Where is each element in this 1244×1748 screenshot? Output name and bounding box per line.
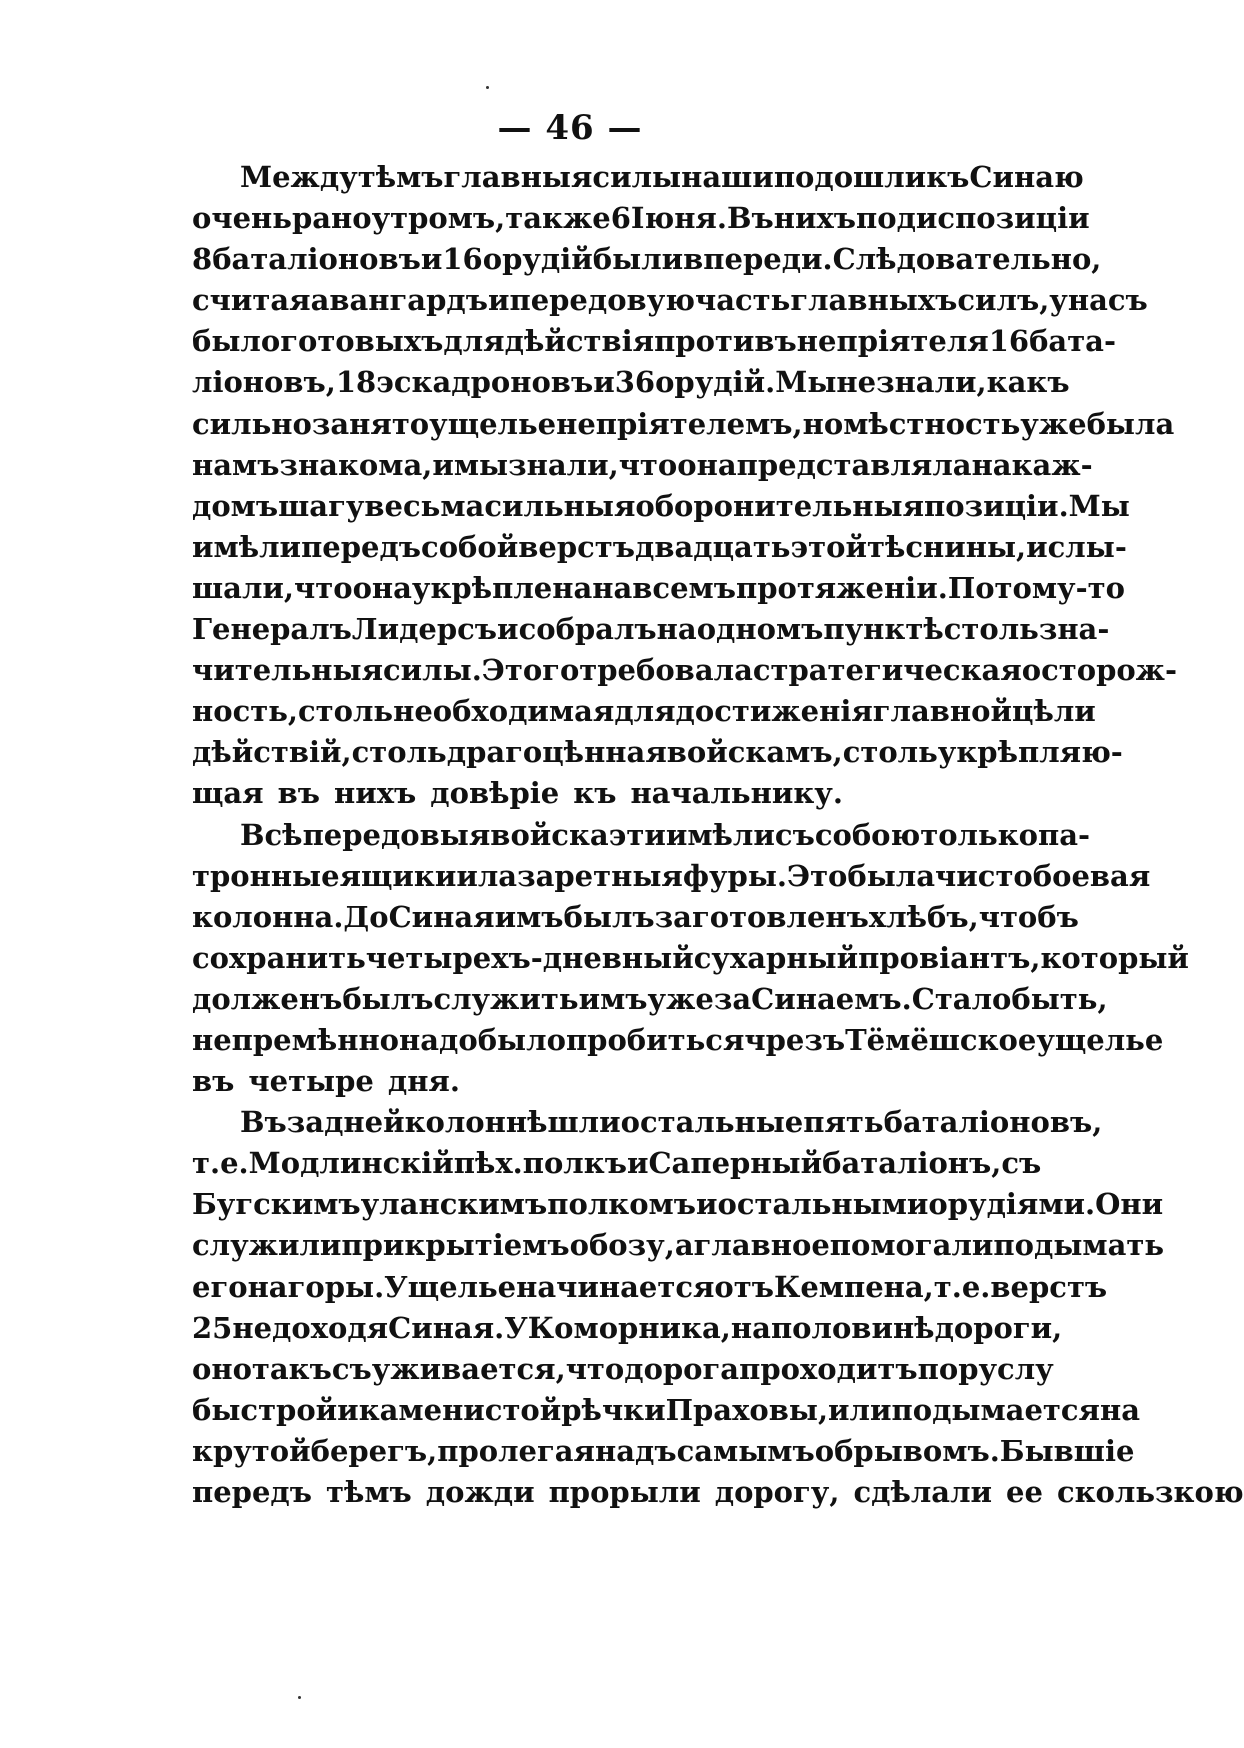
word: а [674,1228,694,1263]
word: было [192,324,281,359]
word: сдѣлали [853,1475,993,1509]
word: Синая [388,899,495,934]
word: диспозиціи [896,201,1090,236]
text-line [192,1228,1165,1269]
word: такъ [251,1351,332,1386]
word: главное [693,1228,830,1263]
word: хлѣбъ, [868,899,979,934]
word: 18 [335,365,377,400]
word: и [626,1146,649,1181]
word: какъ [986,365,1070,400]
word: по [856,201,897,236]
text-line [192,940,1189,982]
word: чисто [935,858,1033,893]
word: скользкою [1056,1475,1244,1509]
word: помогали [829,1228,994,1263]
word: подымать [993,1228,1165,1263]
text-line [192,1269,1108,1311]
word: или [828,1392,892,1427]
word: Синаемъ. [751,981,912,1016]
text-line [192,1310,1063,1352]
word: эти [608,817,666,852]
word: четыре [248,1064,374,1099]
word: не [232,1310,273,1345]
print-speck [298,1696,301,1699]
word: орудій [482,242,593,277]
word: Мы [775,365,837,400]
word: довѣріе [430,776,560,811]
word: занято [311,406,430,441]
word: осторож- [1021,653,1178,688]
word: оно [192,1351,252,1386]
word: пробиться [565,1022,745,1057]
word: задней [286,1105,405,1140]
word: полкомъ [547,1187,696,1222]
word: е. [961,1269,991,1304]
word: для [443,324,505,359]
word: знали, [876,365,987,400]
word: чрезъ [744,1022,846,1057]
word: Лидерсъ [351,612,498,647]
word: До [343,899,389,934]
word: самымъ [676,1433,815,1468]
word: Генералъ [192,612,352,647]
word: сильно [192,406,312,441]
text-line [192,488,1130,530]
word: намъ [192,447,280,482]
word: сухарный [693,940,859,975]
word: для [614,694,676,729]
word: Всѣ [240,817,303,852]
word: четырехъ-дневный [365,940,694,975]
word: шагу [278,488,365,523]
word: па- [1037,817,1091,852]
word: столь [297,694,394,729]
text-line [192,447,1093,489]
word: начальнику. [630,776,843,811]
word: колоннѣ [404,1105,548,1140]
word: 16 [988,324,1030,359]
word: надо [399,1022,478,1057]
word: зна- [1038,612,1110,647]
word: баталіоновъ [212,242,421,277]
word: Въ [726,201,774,236]
word: дорога [624,1351,740,1386]
text-line [192,612,1110,653]
word: прорыли [548,1475,701,1509]
word: 25 [192,1310,233,1345]
word: Это [787,858,848,893]
word: тѣмъ [325,1475,412,1509]
word: передовую [509,283,695,318]
word: долженъ [192,981,343,1016]
word: дороги, [934,1310,1063,1345]
word: Ущелье [384,1269,517,1304]
word: доходя [272,1310,389,1345]
word: Между [240,160,358,194]
word: каменистой [358,1392,562,1427]
word: Іюня. [630,201,727,236]
word: необходимая [393,694,615,729]
text-line [192,817,1091,859]
word: драгоцѣнная [446,735,667,770]
word: лазаретныя [477,858,683,893]
word: 8 [192,242,213,277]
word: служить [433,981,579,1016]
word: Они [1095,1187,1164,1222]
word: и [1026,529,1048,564]
word: его [192,1269,248,1304]
word: съ [774,817,815,852]
word: тѣснины, [866,529,1027,564]
word: также [505,201,611,236]
word: пунктѣ [823,612,944,647]
text-line [192,160,1084,201]
word: пѣх. [453,1146,523,1181]
word: сохранить [192,940,366,975]
text-line [192,735,1123,776]
word: за [713,981,752,1016]
word: ліоновъ, [192,365,336,400]
body-text [192,160,1244,1516]
word: этой [790,529,867,564]
text-line [192,653,1178,694]
word: имъ [578,981,648,1016]
word: авангардъ [310,283,488,318]
word: представляла [736,447,972,482]
word: непремѣнно [192,1022,400,1057]
word: имъ [494,899,564,934]
word: наши [681,160,774,194]
word: стратегическая [752,653,1022,688]
word: была [1086,406,1175,441]
word: Тёмёшское [845,1022,1037,1057]
word: Модлинскій [248,1146,454,1181]
text-line [192,858,1151,900]
word: заготовленъ [654,899,869,934]
word: баталіонъ, [822,1146,1002,1181]
word: руслу [958,1351,1054,1386]
word: ущелье [1036,1022,1164,1057]
word: берегъ, [310,1433,438,1468]
word: дожди [425,1475,535,1509]
word: войска [490,817,609,852]
word: Потому-то [947,570,1125,605]
word: на [656,612,697,647]
word: Въ [240,1105,287,1140]
text-line [192,570,1125,612]
word: е. [220,1146,249,1181]
word: что [294,570,353,605]
word: сильныя [484,488,636,523]
text-line [192,283,1148,324]
word: на [592,570,633,605]
word: щая [192,776,264,811]
word: двадцать [635,529,791,564]
word: баталіоновъ, [883,1105,1103,1140]
word: Стало [911,981,1012,1016]
word: столь [351,735,447,770]
word: она [677,447,737,482]
word: служили [192,1228,342,1263]
word: съ [1001,1146,1042,1181]
word: остальными [717,1187,929,1222]
word: ящики [339,858,457,893]
word: она [352,570,412,605]
word: проходитъ [739,1351,918,1386]
word: бата- [1029,324,1117,359]
word: эскадроновъ [376,365,594,400]
word: прикрытіемъ [341,1228,570,1263]
word: орудій. [655,365,776,400]
word: орудіями. [928,1187,1096,1222]
word: главныя [443,160,593,194]
word: и [337,1392,359,1427]
word: провіантъ, [858,940,1041,975]
word: ность, [192,694,298,729]
word: у [1049,283,1068,318]
word: весьма [364,488,485,523]
word: одномъ [696,612,824,647]
word: Этого [481,653,580,688]
word: подошли [773,160,927,194]
word: дѣйствій, [192,735,352,770]
word: былъ [342,981,434,1016]
word: силы. [383,653,482,688]
word: въ [277,776,320,811]
word: съуживается, [331,1351,566,1386]
word: 36 [614,365,656,400]
text-line [192,1392,1140,1434]
word: Бывшіе [999,1433,1135,1468]
word: быть, [1011,981,1108,1016]
word: Слѣдовательно, [832,242,1102,277]
word: что [565,1351,625,1386]
text-line [192,1022,1164,1064]
word: нихъ [334,776,417,811]
word: впереди. [683,242,833,277]
word: что [618,447,678,482]
text-line [192,694,1096,735]
word: къ [926,160,970,194]
word: требовала [579,653,753,688]
word: собой [421,529,519,564]
text-line [192,776,1014,817]
word: нихъ [773,201,856,236]
word: на [1099,1392,1140,1427]
word: У [504,1310,528,1345]
word: и [432,447,454,482]
word: Саперный [648,1146,823,1181]
word: слы- [1047,529,1127,564]
word: только [920,817,1038,852]
word: собралъ [518,612,657,647]
word: имѣли [192,529,302,564]
text-line [192,981,1108,1023]
word: столь [943,612,1039,647]
word: и [593,365,615,400]
word: т. [933,1269,962,1304]
word: 6 [610,201,631,236]
word: ее [1006,1475,1043,1509]
word: горы. [287,1269,385,1304]
word: полкъ [522,1146,627,1181]
word: въ [192,1064,235,1099]
word: чительныя [192,653,384,688]
text-line [192,1351,1054,1393]
word: начинается [516,1269,715,1304]
word: шли [547,1105,621,1140]
word: уже [647,981,714,1016]
text-line [192,406,1175,448]
text-line [192,1187,1164,1228]
word: рано [291,201,372,236]
word: верстъ [990,1269,1108,1304]
word: очень [192,201,292,236]
word: столь [842,735,938,770]
word: т. [192,1146,221,1181]
word: къ [573,776,617,811]
word: тѣмъ [357,160,444,194]
word: шали, [192,570,295,605]
word: передъ [301,529,422,564]
word: передъ [192,1475,312,1509]
word: непріятеля [796,324,989,359]
word: уланскимъ [360,1187,548,1222]
word: знали, [508,447,619,482]
word: обозу, [569,1228,675,1263]
word: дѣйствія [504,324,655,359]
word: пролегая [437,1433,595,1468]
word: Праховы, [665,1392,829,1427]
word: фуры. [682,858,787,893]
word: рѣчки [561,1392,666,1427]
word: силы [592,160,682,194]
word: верстъ [518,529,636,564]
word: противъ [654,324,797,359]
word: оборонительныя [635,488,925,523]
word: и [487,283,510,318]
word: Синаю [969,160,1084,194]
word: отъ [714,1269,774,1304]
word: и [497,612,519,647]
page-number: — 46 — [497,108,643,148]
word: войскамъ, [666,735,843,770]
word: 16 [442,242,483,277]
word: но [802,406,844,441]
word: пять [803,1105,884,1140]
word: силъ, [957,283,1050,318]
word: домъ [192,488,279,523]
word: каж- [1011,447,1093,482]
word: утромъ, [371,201,506,236]
word: чтобъ [978,899,1079,934]
word: главной [872,694,1013,729]
word: надъ [594,1433,677,1468]
word: и [456,858,478,893]
text-line [192,1433,1135,1475]
word: насъ [1067,283,1148,318]
word: ущелье [429,406,557,441]
word: укрѣпляю- [937,735,1123,770]
word: были [592,242,684,277]
text-line [192,365,1070,406]
word: непріятелемъ, [556,406,803,441]
word: мѣстность [843,406,1021,441]
word: укрѣплена [411,570,593,605]
word: обрывомъ. [814,1433,1000,1468]
word: на [247,1269,288,1304]
word: на [971,447,1012,482]
text-line [192,324,1117,365]
word: передовыя [302,817,491,852]
word: позиціи. [924,488,1069,523]
print-speck [486,86,489,89]
text-line [192,242,1102,283]
word: половинѣ [770,1310,935,1345]
word: часть [695,283,791,318]
word: Кемпена, [773,1269,934,1304]
text-line [192,1105,1103,1146]
word: крутой [192,1433,311,1468]
text-line [192,1146,1042,1187]
text-line [192,529,1127,571]
word: и [696,1187,718,1222]
word: всемъ [632,570,736,605]
word: мы [453,447,509,482]
word: не [836,365,877,400]
text-line [192,1475,1244,1516]
word: дорогу, [714,1475,840,1509]
word: остальные [620,1105,804,1140]
word: протяженіи. [735,570,948,605]
word: знакома, [279,447,433,482]
word: Бугскимъ [192,1187,361,1222]
word: собою [814,817,921,852]
word: цѣли [1012,694,1096,729]
word: уже [1020,406,1087,441]
word: который [1040,940,1189,975]
word: главныхъ [790,283,958,318]
word: готовыхъ [280,324,444,359]
word: Синая. [388,1310,505,1345]
text-line [192,899,1079,941]
word: боевая [1032,858,1151,893]
word: колонна. [192,899,344,934]
word: быстрой [192,1392,338,1427]
word: Коморника, [527,1310,731,1345]
word: тронные [192,858,340,893]
word: былъ [563,899,655,934]
word: и [420,242,443,277]
text-line [192,201,1090,242]
word: считая [192,283,311,318]
word: на [730,1310,771,1345]
word: по [917,1351,959,1386]
word: подымается [891,1392,1100,1427]
text-line [192,1064,1014,1105]
word: было [477,1022,566,1057]
word: имѣли [665,817,775,852]
word: дня. [387,1064,460,1099]
word: была [847,858,936,893]
word: Мы [1068,488,1130,523]
word: достиженія [675,694,873,729]
